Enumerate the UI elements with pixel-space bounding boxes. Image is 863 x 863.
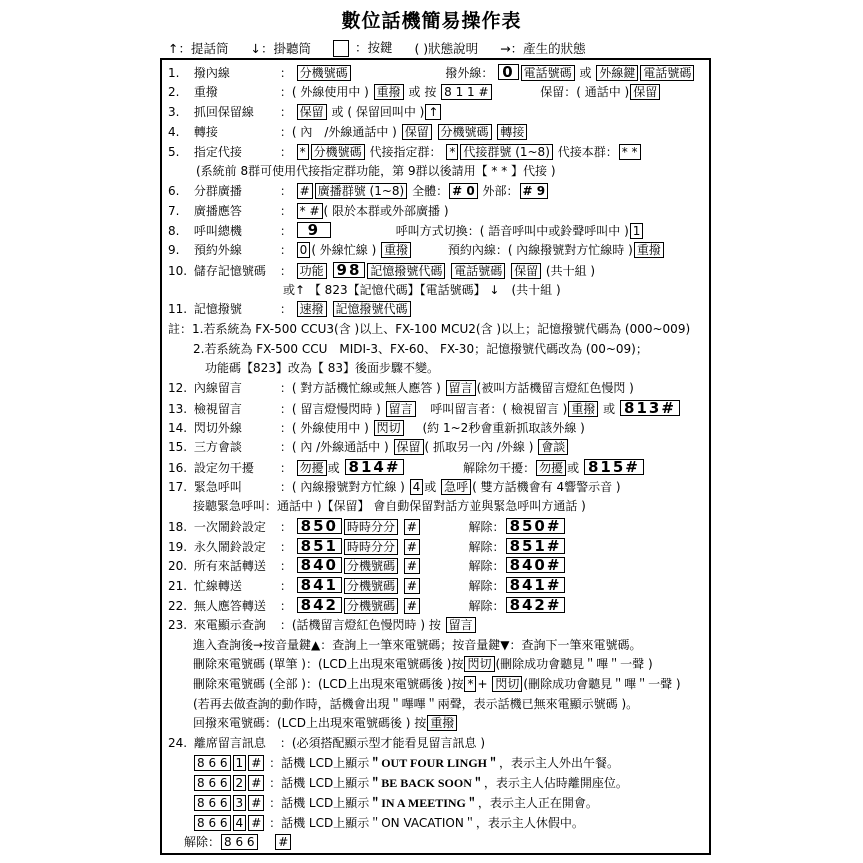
key-redial: 重撥 (427, 715, 457, 731)
key-851: 851 (297, 538, 342, 554)
key-star-hash: * # (297, 203, 323, 219)
key-hash-9: # 9 (520, 183, 549, 199)
row-20: 20. 所有來話轉送 ： 840 分機號碼 # 解除： 840# (168, 557, 566, 574)
key-hold: 保留 (511, 263, 541, 279)
key-840-hash: 840# (506, 557, 566, 573)
row-22: 22. 無人應答轉送 ： 842 分機號碼 # 解除： 842# (168, 597, 566, 614)
key-851-hash: 851# (506, 538, 566, 554)
key-extension: 分機號碼 (344, 598, 398, 614)
row-23-nav: 進入查詢後→按音量鍵▲：查詢上一筆來電號碼；按音量鍵▼：查詢下一筆來電號碼。 (193, 638, 642, 652)
legend-status: ( )狀態說明 (414, 40, 479, 56)
key-outside-line: 外線鍵 (596, 65, 638, 81)
key-memory-code: 記憶撥號代碼 (333, 301, 411, 317)
key-time: 時時分分 (344, 539, 398, 555)
key-811: 8 1 1 # (441, 84, 491, 100)
legend-result: →：產生的狀態 (500, 40, 586, 56)
key-866: 8 6 6 (194, 775, 231, 791)
key-speed-dial: 速撥 (297, 301, 327, 317)
key-star: * (446, 144, 458, 160)
row-23: 23. 來電顯示查詢 ：(話機留言燈紅色慢閃時 ) 按 留言 (168, 617, 477, 633)
note-2: 2.若系統為 FX-500 CCU MIDI-3、FX-60、 FX-30；記憶撥號代碼改為 (00~09)； (193, 342, 648, 356)
key-extension: 分機號碼 (311, 144, 365, 160)
row-23-callback: 回撥來電號碼：(LCD上出現來電號碼後 ) 按 重撥 (193, 715, 458, 731)
key-98: 98 (333, 262, 366, 278)
key-digit: 2 (233, 775, 247, 791)
row-10-alt: 或↑ 【 823【記憶代碼】【電話號碼】 ↓ (共十組 ) (283, 283, 561, 297)
key-842-hash: 842# (506, 597, 566, 613)
key-hold: 保留 (394, 439, 424, 455)
key-hash: # (404, 598, 420, 614)
absence-row-2: 8 6 6 2 # ：話機 LCD上顯示＂BE BACK SOON＂，表示主人佔時離開座位。 (193, 775, 628, 791)
row-9: 9. 預約外線 ： 0 ( 外線忙線 ) 重撥 預約內線：( 內線撥號對方忙線時 ) 重撥 (168, 242, 665, 258)
row-21: 21. 忙線轉送 ： 841 分機號碼 # 解除： 841# (168, 577, 566, 594)
row-1: 1. 撥內線 ： 分機號碼 撥外線： 0 電話號碼 或 外線鍵 電話號碼 (168, 64, 695, 81)
key-function: 功能 (297, 263, 327, 279)
page-title: 數位話機簡易操作表 (341, 10, 522, 32)
key-866: 8 6 6 (194, 755, 231, 771)
key-842: 842 (297, 597, 342, 613)
row-19: 19. 永久鬧鈴設定 ： 851 時時分分 # 解除： 851# (168, 538, 566, 555)
key-time: 時時分分 (344, 519, 398, 535)
row-23-delete-single: 刪除來電號碼 (單筆 )：(LCD上出現來電號碼後 )按 閃切 (刪除成功會聽見＂嗶＂一聲 ) (193, 657, 653, 671)
key-866: 8 6 6 (194, 795, 231, 811)
key-hash-0: # 0 (449, 183, 478, 199)
row-5-note: (系統前 8群可使用代接指定群功能，第 9群以後請用【 * * 】代接 ) (196, 164, 556, 178)
row-6: 6. 分群廣播 ： # 廣播群號 (1~8) 全體： # 0 外部： # 9 (168, 183, 549, 199)
key-redial: 重撥 (374, 84, 404, 100)
key-box-icon (333, 40, 349, 57)
key-4: 4 (410, 479, 424, 495)
key-page-group: 廣播群號 (1~8) (315, 183, 408, 199)
row-18: 18. 一次鬧鈴設定 ： 850 時時分分 # 解除： 850# (168, 518, 566, 535)
key-850: 850 (297, 518, 342, 534)
legend (168, 38, 604, 57)
absence-row-4: 8 6 6 4 # ：話機 LCD上顯示＂ON VACATION＂，表示主人休假中。 (193, 815, 584, 831)
row-10: 10. 儲存記憶號碼 ： 功能 98 記憶撥號代碼 電話號碼 保留 (共十組 ) (168, 261, 596, 279)
key-phone-number: 電話號碼 (451, 263, 505, 279)
row-7: 7. 廣播應答 ： * # ( 限於本群或外部廣播 ) (168, 204, 449, 218)
key-digit: 4 (233, 815, 247, 831)
key-866: 8 6 6 (221, 834, 258, 850)
key-814: 814# (345, 459, 405, 475)
key-conference: 會談 (538, 439, 568, 455)
key-840: 840 (297, 557, 342, 573)
row-5: 5. 指定代接 ： * 分機號碼 代接指定群： * 代接群號 (1~8) 代接本群： * * (168, 144, 642, 160)
row-8: 8. 呼叫總機 ： 9 呼叫方式切換：( 語音呼叫中或鈴聲呼叫中 ) 1 (168, 222, 644, 239)
key-extension: 分機號碼 (344, 558, 398, 574)
row-23-delete-all: 刪除來電號碼 (全部 )：(LCD上出現來電號碼後 )按 * + 閃切 (刪除成功會聽見＂嗶＂一聲 ) (193, 677, 681, 691)
key-hold: 保留 (402, 124, 432, 140)
key-hash: # (248, 755, 264, 771)
key-0: 0 (297, 242, 311, 258)
row-2: 2. 重撥 ：( 外線使用中 ) 重撥 或 按 8 1 1 # 保留：( 通話中 ) 保留 (168, 84, 661, 100)
legend-hangup: ↓：掛聽筒 (250, 40, 311, 56)
row-4: 4. 轉接 ：( 內 /外線通話中 ) 保留 分機號碼 轉接 (168, 124, 528, 140)
key-redial: 重撥 (634, 242, 664, 258)
key-hold: 保留 (297, 104, 327, 120)
row-16: 16. 設定勿干擾 ： 勿擾 或 814# 解除勿干擾： 勿擾 或 815# (168, 459, 645, 476)
key-flash: 閃切 (492, 676, 522, 692)
key-phone-number: 電話號碼 (521, 65, 575, 81)
key-flash: 閃切 (464, 656, 494, 672)
row-number: 1. (168, 66, 180, 80)
key-hash: # (297, 183, 313, 199)
row-3: 3. 抓回保留線 ： 保留 或 ( 保留回叫中 ) ↑ (168, 104, 442, 120)
key-star: * (464, 676, 476, 692)
key-hold: 保留 (630, 84, 660, 100)
note-1: 註：1.若系統為 FX-500 CCU3(含 )以上、FX-100 MCU2(含 )以上；記憶撥號代碼為 (000~009) (168, 322, 691, 336)
key-extension: 分機號碼 (297, 65, 351, 81)
row-23-empty-note: (若再去做查詢的動作時，話機會出現＂嗶嗶＂兩聲，表示話機已無來電顯示號碼 )。 (193, 697, 639, 711)
key-digit: 1 (233, 755, 247, 771)
key-pickup-group: 代接群號 (1~8) (460, 144, 553, 160)
key-1: 1 (630, 223, 644, 239)
note-3: 功能碼【823】改為【 83】後面步驟不變。 (205, 361, 439, 375)
key-memory-code: 記憶撥號代碼 (367, 263, 445, 279)
key-hash: # (248, 815, 264, 831)
legend-pickup: ↑：提話筒 (168, 40, 229, 56)
key-866: 8 6 6 (194, 815, 231, 831)
key-extension: 分機號碼 (438, 124, 492, 140)
row-15: 15. 三方會談 ：( 內 /外線通話中 ) 保留 ( 抓取另一內 /外線 ) 會談 (168, 439, 569, 455)
row-13: 13. 檢視留言 ：( 留言燈慢閃時 ) 留言 呼叫留言者：( 檢視留言 ) 重撥 或 813# (168, 400, 681, 417)
key-hash: # (404, 558, 420, 574)
key-message: 留言 (386, 401, 416, 417)
key-flash: 閃切 (374, 420, 404, 436)
key-hash: # (404, 539, 420, 555)
outside-line-label: 撥外線： (445, 66, 494, 80)
absence-row-1: 8 6 6 1 # ：話機 LCD上顯示＂OUT FOUR LINGH＂，表示主人外出午餐。 (193, 755, 619, 771)
key-phone-number: 電話號碼 (640, 65, 694, 81)
key-dnd: 勿擾 (536, 460, 566, 476)
key-redial: 重撥 (381, 242, 411, 258)
key-841: 841 (297, 577, 342, 593)
row-14: 14. 閃切外線 ：( 外線使用中 ) 閃切 (約 1~2秒會重新抓取該外線 ) (168, 421, 585, 435)
row-24: 24. 離席留言訊息 ：(必須搭配顯示型才能看見留言訊息 ) (168, 736, 486, 750)
key-pickup: ↑ (425, 104, 441, 120)
key-hash: # (275, 834, 291, 850)
key-hash: # (248, 795, 264, 811)
key-hash: # (248, 775, 264, 791)
key-hash: # (404, 578, 420, 594)
key-815: 815# (584, 459, 644, 475)
key-0: 0 (498, 64, 518, 80)
key-redial: 重撥 (568, 401, 598, 417)
key-message: 留言 (446, 380, 476, 396)
absence-cancel: 解除： 8 6 6 # (184, 834, 292, 850)
key-9: 9 (297, 222, 331, 238)
key-dnd: 勿擾 (297, 460, 327, 476)
row-12: 12. 內線留言 ：( 對方話機忙線或無人應答 ) 留言 (被叫方話機留言燈紅色慢閃 ) (168, 381, 634, 395)
key-digit: 3 (233, 795, 247, 811)
row-17: 17. 緊急呼叫 ：( 內線撥號對方忙線 ) 4 或 急呼 ( 雙方話機會有 4響警示音 ) (168, 480, 621, 494)
key-813: 813# (620, 400, 680, 416)
key-extension: 分機號碼 (344, 578, 398, 594)
key-hash: # (404, 519, 420, 535)
key-transfer: 轉接 (497, 124, 527, 140)
row-label: 撥內線 (193, 66, 230, 80)
key-841-hash: 841# (506, 577, 566, 593)
legend-key: ：按鍵 (333, 38, 393, 57)
row-17-answer: 接聽緊急呼叫：通話中 )【保留】 會自動保留對話方並與緊急呼叫方通話 ) (193, 499, 586, 513)
row-11: 11. 記憶撥號 ： 速撥 記憶撥號代碼 (168, 301, 412, 317)
key-message: 留言 (446, 617, 476, 633)
key-star: * (297, 144, 309, 160)
key-850-hash: 850# (506, 518, 566, 534)
key-emergency: 急呼 (441, 479, 471, 495)
key-star-star: * * (619, 144, 641, 160)
absence-row-3: 8 6 6 3 # ：話機 LCD上顯示＂IN A MEETING＂，表示主人正在開會。 (193, 795, 598, 811)
